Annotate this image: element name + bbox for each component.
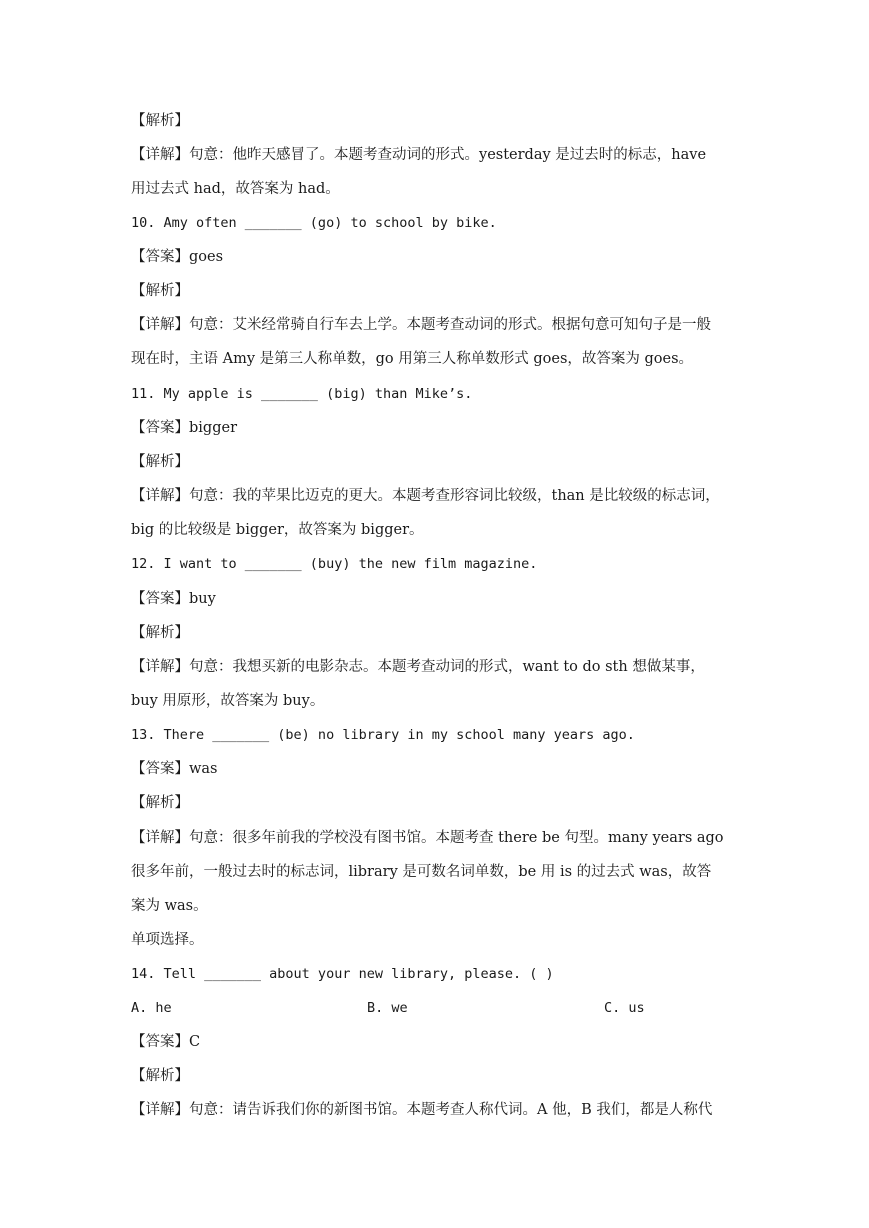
question-13: 13. There _______ (be) no library in my school many years ago. — [131, 727, 635, 743]
answer-11: 【答案】bigger — [131, 420, 237, 436]
answer-12: 【答案】buy — [131, 591, 216, 607]
analysis-label: 【解析】 — [131, 795, 189, 811]
detail-text: 【详解】句意：他昨天感冒了。本题考查动词的形式。yesterday 是过去时的标志，have — [131, 147, 707, 163]
detail-text: 【详解】句意：我的苹果比迈克的更大。本题考查形容词比较级，than 是比较级的标志词， — [131, 488, 720, 504]
option-b: B. we — [367, 1000, 408, 1016]
analysis-label: 【解析】 — [131, 1068, 189, 1084]
question-12: 12. I want to _______ (buy) the new film magazine. — [131, 556, 538, 572]
detail-text: big 的比较级是 bigger，故答案为 bigger。 — [131, 522, 424, 538]
section-heading: 单项选择。 — [131, 932, 204, 948]
analysis-label: 【解析】 — [131, 283, 189, 299]
detail-text: 很多年前，一般过去时的标志词，library 是可数名词单数，be 用 is 的过去式 was，故答 — [131, 864, 712, 880]
detail-text: 【详解】句意：我想买新的电影杂志。本题考查动词的形式，want to do sth 想做某事， — [131, 659, 705, 675]
analysis-label: 【解析】 — [131, 625, 189, 641]
answer-10: 【答案】goes — [131, 249, 224, 265]
detail-text: 【详解】句意：请告诉我们你的新图书馆。本题考查人称代词。A 他，B 我们，都是人称代 — [131, 1102, 713, 1118]
question-14: 14. Tell _______ about your new library, please. ( ) — [131, 966, 554, 982]
question-11: 11. My apple is _______ (big) than Mike’s. — [131, 386, 473, 402]
analysis-label: 【解析】 — [131, 454, 189, 470]
answer-14: 【答案】C — [131, 1034, 201, 1050]
question-14-options — [131, 998, 741, 1018]
detail-text: 【详解】句意：艾米经常骑自行车去上学。本题考查动词的形式。根据句意可知句子是一般 — [131, 317, 711, 333]
analysis-label: 【解析】 — [131, 113, 189, 129]
detail-text: 现在时，主语 Amy 是第三人称单数，go 用第三人称单数形式 goes，故答案为 goes。 — [131, 351, 694, 367]
answer-13: 【答案】was — [131, 761, 218, 777]
option-c: C. us — [604, 1000, 645, 1016]
question-10: 10. Amy often _______ (go) to school by bike. — [131, 215, 497, 231]
detail-text: 用过去式 had，故答案为 had。 — [131, 181, 340, 197]
detail-text: 【详解】句意：很多年前我的学校没有图书馆。本题考查 there be 句型。many years ago — [131, 830, 724, 846]
detail-text: 案为 was。 — [131, 898, 208, 914]
detail-text: buy 用原形，故答案为 buy。 — [131, 693, 325, 709]
option-a: A. he — [131, 1000, 172, 1016]
